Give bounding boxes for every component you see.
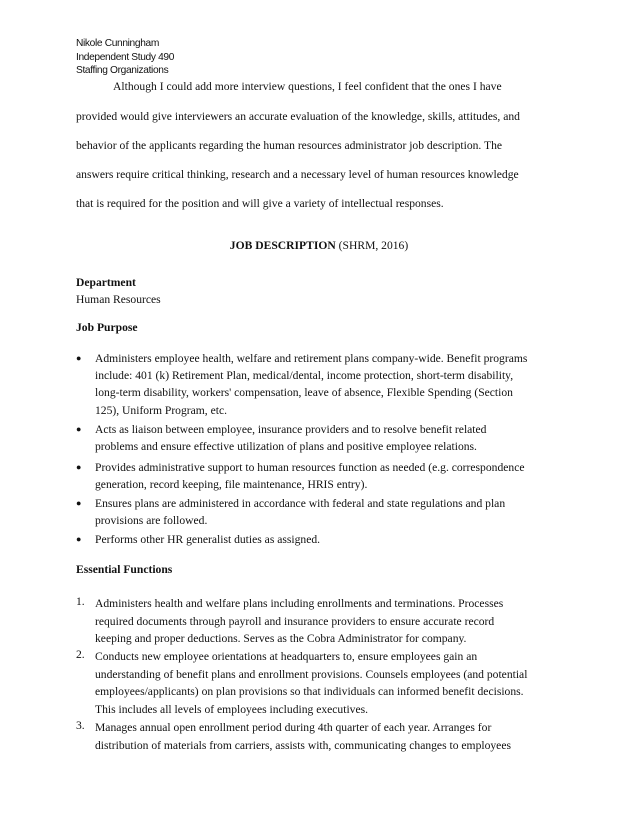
list-item-line: understanding of benefit plans and enrollment provisions. Counsels employees (and potential — [95, 667, 528, 681]
list-item-line: Administers employee health, welfare and retirement plans company-wide. Benefit programs — [95, 352, 528, 365]
intro-line: provided would give interviewers an accurate evaluation of the knowledge, skills, attitudes, and — [76, 110, 520, 123]
list-item-line: Administers health and welfare plans including enrollments and terminations. Processes — [95, 597, 504, 610]
item-number: 2. — [76, 648, 85, 661]
list-item-line: provisions are followed. — [95, 514, 208, 528]
department-heading: Department — [76, 276, 136, 289]
bullet-icon: ● — [76, 498, 82, 508]
item-number: 3. — [76, 719, 85, 732]
list-item-line: problems and ensure effective utilization of plans and positive employee relations. — [95, 440, 477, 454]
department-value: Human Resources — [76, 293, 161, 306]
job-description-citation: (SHRM, 2016) — [335, 239, 409, 252]
intro-line: behavior of the applicants regarding the human resources administrator job description. The — [76, 139, 503, 152]
list-item-line: 125), Uniform Program, etc. — [95, 403, 228, 417]
intro-line: that is required for the position and will give a variety of intellectual responses. — [76, 197, 444, 210]
list-item-line: distribution of materials from carriers, assists with, communicating changes to employees — [95, 738, 511, 752]
list-item-line: employees/applicants) on plan provisions so that individuals can informed benefit decisions. — [95, 685, 524, 698]
list-item-line: Conducts new employee orientations at headquarters to, ensure employees gain an — [95, 650, 478, 663]
item-number: 1. — [76, 595, 85, 608]
list-item-line: keeping and proper deductions. Serves as the Cobra Administrator for company. — [95, 632, 467, 645]
course-name: Independent Study 490 — [76, 51, 175, 63]
list-item-line: Performs other HR generalist duties as assigned. — [95, 533, 321, 546]
job-purpose-heading: Job Purpose — [76, 321, 138, 334]
job-description-title — [0, 239, 638, 252]
list-item — [95, 719, 575, 754]
list-item-line: Ensures plans are administered in accordance with federal and state regulations and plan — [95, 497, 506, 510]
bullet-icon: ● — [76, 353, 82, 363]
list-item-line: required documents through payroll and insurance providers to ensure accurate record — [95, 614, 495, 628]
course-topic: Staffing Organizations — [76, 65, 169, 77]
list-item-line: generation, record keeping, file maintenance, HRIS entry). — [95, 478, 368, 492]
list-item — [95, 421, 575, 455]
intro-line: Although I could add more interview questions, I feel confident that the ones I have — [113, 80, 502, 93]
job-description-heading: JOB DESCRIPTION — [229, 239, 336, 252]
list-item-line: include: 401 (k) Retirement Plan, medical/dental, income protection, short-term disability, — [95, 369, 514, 383]
list-item — [95, 495, 575, 529]
list-item — [95, 531, 575, 548]
list-item-line: long-term disability, workers' compensation, leave of absence, Flexible Spending (Section — [95, 386, 513, 400]
bullet-icon: ● — [76, 424, 82, 434]
list-item-line: Manages annual open enrollment period during 4th quarter of each year. Arranges for — [95, 721, 492, 734]
bullet-icon: ● — [76, 534, 82, 544]
list-item — [95, 459, 575, 493]
list-item — [95, 648, 575, 718]
list-item-line: Provides administrative support to human resources function as needed (e.g. correspondence — [95, 461, 525, 474]
list-item-line: This includes all levels of employees including executives. — [95, 702, 369, 716]
essential-functions-heading: Essential Functions — [76, 563, 173, 576]
author-name: Nikole Cunningham — [76, 38, 159, 49]
author-header — [76, 37, 174, 78]
list-item-line: Acts as liaison between employee, insurance providers and to resolve benefit related — [95, 423, 487, 436]
list-item — [95, 350, 575, 419]
list-item — [95, 595, 575, 648]
bullet-icon: ● — [76, 462, 82, 472]
intro-line: answers require critical thinking, research and a necessary level of human resources knowledge — [76, 168, 519, 181]
